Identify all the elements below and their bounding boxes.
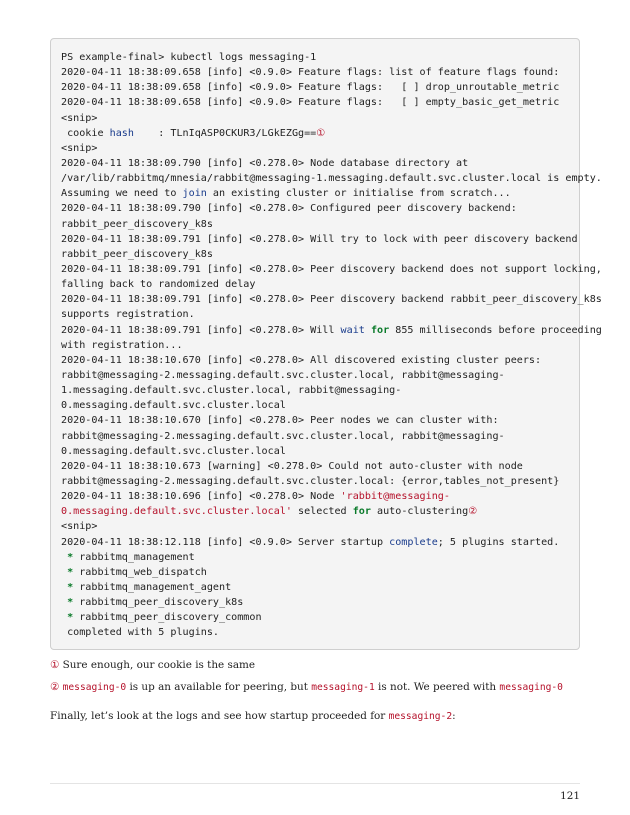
- code-line: [61, 398, 569, 413]
- note-text: [50, 681, 63, 693]
- code-token: *: [67, 551, 74, 563]
- inline-code: messaging-0: [499, 682, 563, 693]
- code-text: rabbit_peer_discovery_k8s: [61, 248, 213, 260]
- code-text: 2020-04-11 18:38:09.790 [info] <0.278.0> Configured peer discovery backend:: [61, 203, 517, 215]
- code-block: [50, 38, 602, 650]
- code-token: complete: [389, 536, 438, 548]
- code-line: [61, 292, 602, 307]
- code-text: <snip>: [61, 521, 98, 533]
- code-text: /var/lib/rabbitmq/mnesia/rabbit@messaging-1.messaging.default.svc.cluster.local is empty.: [61, 173, 602, 185]
- footer-divider: [50, 783, 580, 784]
- code-text: rabbit_peer_discovery_k8s: [61, 218, 213, 230]
- callout-marker: ①: [50, 659, 63, 671]
- code-text: rabbitmq_management_agent: [73, 581, 232, 593]
- code-token: *: [67, 597, 74, 609]
- code-line: [61, 595, 569, 610]
- code-text: 2020-04-11 18:38:12.118 [info] <0.9.0> Server startup: [61, 536, 390, 548]
- note-text: ① Sure enough, our cookie is the same: [50, 659, 256, 671]
- inline-code: messaging-0: [62, 682, 127, 693]
- callout-marker: ②: [50, 681, 63, 693]
- code-line: [61, 338, 569, 353]
- code-text: supports registration.: [61, 309, 195, 321]
- code-line: [61, 489, 569, 504]
- code-token: wait: [340, 324, 365, 336]
- code-line: [61, 126, 569, 141]
- code-text: 2020-04-11 18:38:10.673 [warning] <0.278.0> Could not auto-cluster with node: [61, 460, 523, 472]
- code-token: 0.messaging.default.svc.cluster.local': [61, 506, 292, 518]
- code-text: 2020-04-11 18:38:10.696 [info] <0.278.0> Node: [61, 491, 341, 503]
- code-token: *: [67, 612, 74, 624]
- code-token: *: [67, 581, 74, 593]
- page-number: 121: [560, 790, 580, 802]
- code-text: rabbitmq_management: [73, 551, 195, 563]
- code-line: [61, 429, 569, 444]
- code-token: hash: [109, 127, 134, 139]
- code-text: rabbitmq_peer_discovery_k8s: [73, 597, 244, 609]
- code-text: rabbitmq_peer_discovery_common: [73, 612, 262, 624]
- code-token: ②: [468, 506, 478, 518]
- code-line: [61, 95, 569, 110]
- code-text: rabbitmq_web_dispatch: [73, 566, 207, 578]
- code-line: [61, 368, 569, 383]
- code-text: cookie: [61, 127, 110, 139]
- code-text: falling back to randomized delay: [61, 279, 256, 291]
- code-text: 2020-04-11 18:38:09.791 [info] <0.278.0> Will try to lock with peer discovery backend: [61, 233, 578, 245]
- code-line: [61, 474, 569, 489]
- code-text: an existing cluster or initialise from scratch...: [206, 188, 511, 200]
- code-text: 2020-04-11 18:38:09.658 [info] <0.9.0> Feature flags: list of feature flags found:: [61, 67, 560, 79]
- code-line: [61, 550, 569, 565]
- code-text: selected: [291, 506, 353, 518]
- code-line: [61, 504, 569, 519]
- note-text: is not. We peered with: [374, 681, 500, 693]
- code-text: 2020-04-11 18:38:09.791 [info] <0.278.0> Peer discovery backend does not support locking,: [61, 263, 602, 275]
- code-text: rabbit@messaging-2.messaging.default.svc.cluster.local, rabbit@messaging-: [61, 369, 505, 381]
- code-line: [61, 413, 569, 428]
- code-text: <snip>: [61, 112, 98, 124]
- code-text: 2020-04-11 18:38:09.658 [info] <0.9.0> Feature flags: [ ] drop_unroutable_metric: [61, 82, 560, 94]
- code-line: [61, 565, 569, 580]
- code-text: 1.messaging.default.svc.cluster.local, rabbit@messaging-: [61, 385, 402, 397]
- code-line: [61, 277, 569, 292]
- code-line: [61, 80, 569, 95]
- code-text: rabbit@messaging-2.messaging.default.svc.cluster.local: {error,tables_not_present}: [61, 475, 560, 487]
- paragraph-text: Finally, let’s look at the logs and see how startup proceeded for: [50, 710, 389, 722]
- code-token: for: [352, 506, 371, 518]
- code-line: [61, 186, 569, 201]
- code-text: 0.messaging.default.svc.cluster.local: [61, 400, 286, 412]
- code-line: [61, 141, 569, 156]
- code-text: 2020-04-11 18:38:10.670 [info] <0.278.0> Peer nodes we can cluster with:: [61, 415, 499, 427]
- code-token: *: [67, 566, 74, 578]
- code-line: [61, 580, 569, 595]
- code-line: [61, 610, 569, 625]
- code-text: <snip>: [61, 142, 98, 154]
- body-paragraph: [50, 708, 580, 725]
- code-text: PS example-final> kubectl logs messaging-1: [61, 52, 317, 63]
- code-text: with registration...: [61, 339, 183, 351]
- code-line: [61, 111, 569, 126]
- code-token: for: [370, 324, 390, 336]
- code-line: [61, 171, 602, 186]
- code-line: [61, 50, 569, 65]
- code-line: [61, 625, 569, 640]
- code-text: 0.messaging.default.svc.cluster.local: [61, 445, 286, 457]
- code-line: [61, 156, 569, 171]
- code-line: [61, 535, 569, 550]
- callout-notes: [50, 657, 580, 701]
- code-line: [61, 217, 569, 232]
- code-line: [61, 262, 602, 277]
- code-line: [61, 353, 569, 368]
- code-text: 2020-04-11 18:38:09.791 [info] <0.278.0> Will: [61, 324, 341, 336]
- code-text: : TLnIqASP0CKUR3/LGkEZGg==: [133, 127, 317, 139]
- code-line: [61, 519, 569, 534]
- code-text: ; 5 plugins started.: [437, 536, 560, 548]
- inline-code: messaging-1: [311, 682, 375, 693]
- code-line: [61, 459, 569, 474]
- code-text: 2020-04-11 18:38:10.670 [info] <0.278.0> All discovered existing cluster peers:: [61, 354, 542, 366]
- note-text: is up an available for peering, but: [126, 681, 312, 693]
- code-text: 2020-04-11 18:38:09.791 [info] <0.278.0> Peer discovery backend rabbit_peer_discovery_k8s: [61, 294, 602, 306]
- code-token: join: [182, 188, 207, 200]
- code-line: [61, 247, 569, 262]
- callout-note: [50, 657, 580, 679]
- code-line: [61, 201, 569, 216]
- code-line: [61, 383, 569, 398]
- code-text: 855 milliseconds before proceeding: [389, 324, 602, 336]
- callout-note: [50, 679, 580, 701]
- code-text: auto-clustering: [370, 506, 469, 518]
- code-text: 2020-04-11 18:38:09.790 [info] <0.278.0> Node database directory at: [61, 157, 469, 169]
- code-text: rabbit@messaging-2.messaging.default.svc.cluster.local, rabbit@messaging-: [61, 430, 505, 442]
- paragraph-text: :: [452, 710, 456, 722]
- code-token: 'rabbit@messaging-: [340, 491, 450, 503]
- code-line: [61, 232, 578, 247]
- code-text: 2020-04-11 18:38:09.658 [info] <0.9.0> Feature flags: [ ] empty_basic_get_metric: [61, 97, 560, 109]
- code-line: [61, 323, 602, 338]
- code-text: completed with 5 plugins.: [61, 627, 220, 639]
- inline-code: messaging-2: [388, 711, 453, 722]
- code-line: [61, 444, 569, 459]
- code-line: [61, 65, 569, 80]
- code-text: Assuming we need to: [61, 188, 183, 200]
- code-line: [61, 307, 569, 322]
- code-token: ①: [316, 127, 326, 139]
